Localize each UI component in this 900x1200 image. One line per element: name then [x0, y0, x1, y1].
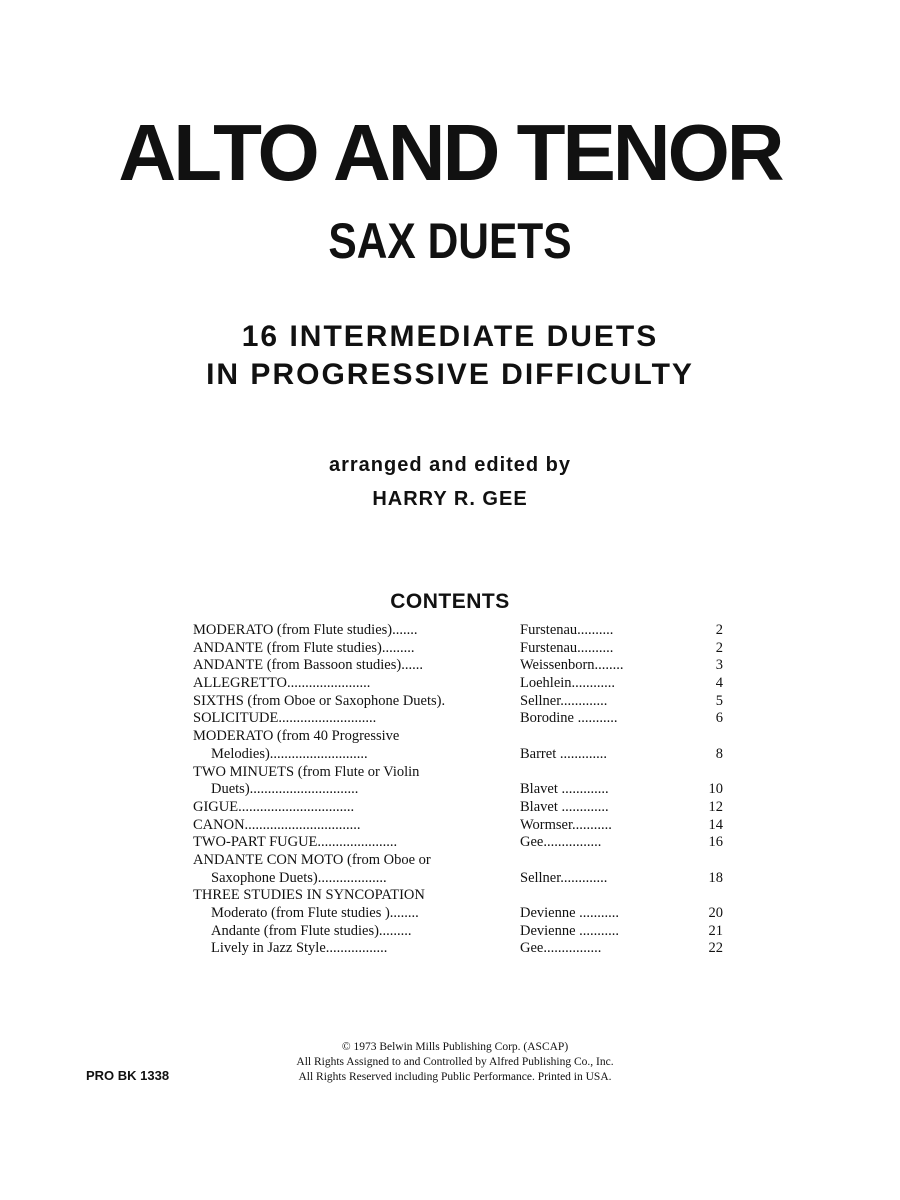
piece-title: Melodies)........................... [211, 745, 368, 762]
page-number: 2 [715, 639, 723, 656]
composer: Loehlein............ [520, 675, 616, 692]
composer: Blavet ............. [520, 798, 609, 815]
page-number: 16 [708, 834, 723, 851]
page-number: 12 [708, 798, 723, 815]
contents-row [193, 640, 723, 658]
piece-title: Andante (from Flute studies)......... [211, 922, 412, 939]
book-subtitle: SAX DUETS [328, 213, 572, 269]
composer: Borodine ........... [520, 710, 618, 727]
contents-row [193, 764, 723, 782]
page-number: 14 [708, 816, 723, 833]
composer: Sellner............. [520, 869, 608, 886]
piece-title: Saxophone Duets)................... [211, 869, 387, 886]
composer: Gee................ [520, 940, 602, 957]
piece-title: ALLEGRETTO....................... [193, 675, 371, 692]
contents-row [193, 657, 723, 675]
composer: Devienne ........... [520, 922, 620, 939]
piece-title: ANDANTE (from Bassoon studies)...... [193, 657, 423, 674]
description-line: 16 INTERMEDIATE DUETS [241, 320, 659, 353]
piece-title: Duets).............................. [211, 781, 359, 798]
contents-row [193, 781, 723, 799]
composer: Blavet ............. [520, 781, 609, 798]
page-number: 2 [715, 622, 723, 638]
contents-row [193, 905, 723, 923]
book-title: ALTO AND TENOR [118, 108, 782, 197]
copyright-line: All Rights Reserved including Public Performance. Printed in USA. [298, 1071, 612, 1083]
credit-line: arranged and edited by [328, 454, 572, 476]
page-number: 18 [708, 869, 723, 886]
catalog-code: PRO BK 1338 [86, 1068, 170, 1083]
piece-title: SIXTHS (from Oboe or Saxophone Duets). [193, 692, 446, 709]
piece-title: ANDANTE (from Flute studies)......... [193, 639, 415, 656]
contents-row [193, 746, 723, 764]
contents-row [193, 870, 723, 888]
composer: Devienne ........... [520, 905, 620, 921]
contents-row [193, 675, 723, 693]
contents-row [193, 852, 723, 870]
page-number: 21 [708, 922, 723, 939]
contents-row [193, 817, 723, 835]
composer: Wormser........... [520, 816, 612, 833]
page-number: 5 [715, 692, 723, 709]
page-number: 6 [715, 710, 723, 727]
contents-row [193, 728, 723, 746]
contents-heading: CONTENTS [390, 590, 510, 613]
contents-row [193, 887, 723, 905]
page-number: 4 [715, 675, 723, 692]
contents-row [193, 834, 723, 852]
contents-row [193, 693, 723, 711]
composer: Sellner............. [520, 692, 608, 709]
piece-title: ANDANTE CON MOTO (from Oboe or [193, 851, 431, 868]
composer: Furstenau.......... [520, 622, 614, 638]
piece-title: CANON................................ [193, 816, 361, 833]
piece-title: Lively in Jazz Style................. [211, 940, 388, 957]
composer: Weissenborn........ [520, 657, 624, 674]
contents-list [193, 622, 723, 958]
page-number: 20 [708, 905, 723, 921]
contents-row [193, 710, 723, 728]
piece-title: THREE STUDIES IN SYNCOPATION [193, 887, 425, 904]
book-description [0, 318, 900, 394]
piece-title: GIGUE................................ [193, 798, 355, 815]
copyright-line: All Rights Assigned to and Controlled by Alfred Publishing Co., Inc. [296, 1056, 614, 1068]
contents-row [193, 940, 723, 958]
piece-title: Moderato (from Flute studies )........ [211, 905, 419, 921]
composer: Gee................ [520, 834, 602, 851]
page-number: 10 [708, 781, 723, 798]
piece-title: TWO MINUETS (from Flute or Violin [193, 763, 420, 780]
piece-title: MODERATO (from 40 Progressive [193, 728, 400, 745]
page-number: 8 [715, 745, 723, 762]
composer: Barret ............. [520, 745, 607, 762]
piece-title: SOLICITUDE........................... [193, 710, 377, 727]
composer: Furstenau.......... [520, 639, 614, 656]
arranger-credit [0, 448, 900, 516]
arranger-name: HARRY R. GEE [372, 488, 528, 510]
page-number: 22 [708, 940, 723, 957]
page-number: 3 [715, 657, 723, 674]
piece-title: MODERATO (from Flute studies)....... [193, 622, 418, 638]
contents-row [193, 622, 723, 640]
piece-title: TWO-PART FUGUE...................... [193, 834, 398, 851]
copyright-line: © 1973 Belwin Mills Publishing Corp. (ASCAP) [341, 1041, 569, 1053]
contents-row [193, 923, 723, 941]
contents-row [193, 799, 723, 817]
description-line: IN PROGRESSIVE DIFFICULTY [206, 358, 694, 391]
